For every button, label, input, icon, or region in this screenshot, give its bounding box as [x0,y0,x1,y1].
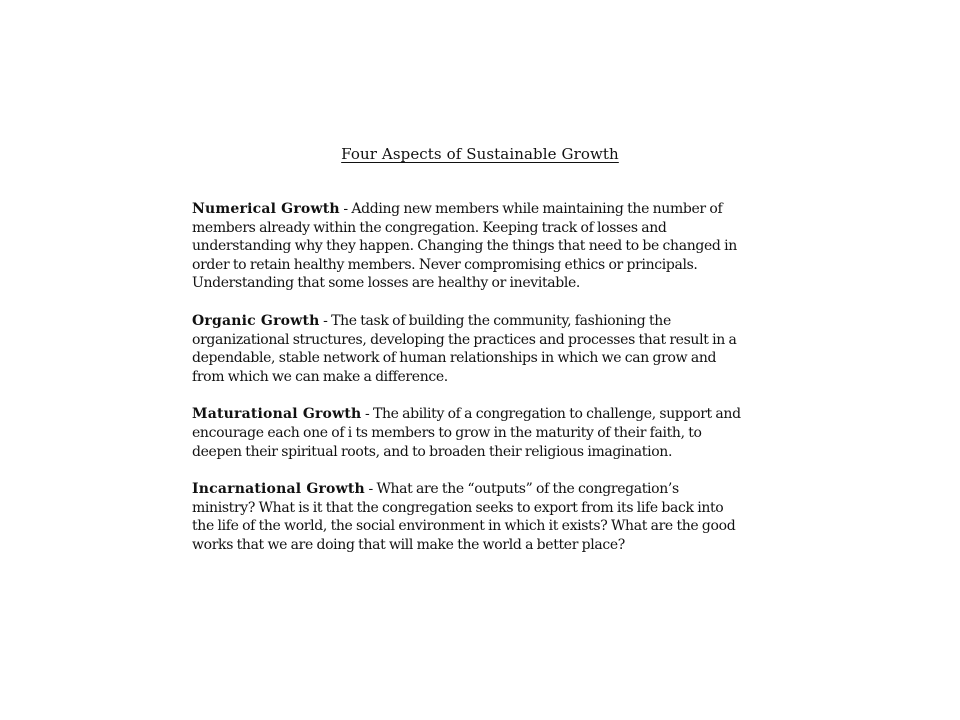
paragraph-line: works that we are doing that will make the world a better place? [192,536,625,553]
paragraph-line [192,480,772,499]
paragraph-line: understanding why they happen. Changing the things that need to be changed in [192,238,737,255]
section-heading: Organic Growth [192,312,320,329]
section-heading: Numerical Growth [192,201,340,217]
paragraph-line: from which we can make a difference. [192,368,448,385]
paragraph-line: the life of the world, the social environment in which it exists? What are the good [192,518,736,535]
document-body [192,200,772,574]
section-incarnational-growth [192,480,772,554]
paragraph-line: Understanding that some losses are healthy or inevitable. [192,275,581,292]
paragraph-line [192,312,772,331]
section-text: - The task of building the community, fashioning the [319,312,671,329]
section-organic-growth [192,312,772,386]
section-maturational-growth [192,405,772,461]
paragraph-line: dependable, stable network of human relationships in which we can grow and [192,350,717,367]
page-title: Four Aspects of Sustainable Growth [341,145,619,163]
section-heading: Maturational Growth [192,406,362,423]
paragraph-line: deepen their spiritual roots, and to broaden their religious imagination. [192,443,673,460]
paragraph-line: members already within the congregation. Keeping track of losses and [192,219,667,236]
section-text: - What are the “outputs” of the congregation’s [364,481,679,498]
section-text: - The ability of a congregation to challenge, support and [361,406,741,423]
section-text: - Adding new members while maintaining the number of [339,201,723,217]
section-heading: Incarnational Growth [192,481,365,498]
section-numerical-growth [192,200,772,293]
paragraph-line [192,200,772,219]
paragraph-line: encourage each one of i ts members to grow in the maturity of their faith, to [192,424,702,441]
paragraph-line: order to retain healthy members. Never compromising ethics or principals. [192,256,698,273]
paragraph-line: ministry? What is it that the congregation seeks to export from its life back into [192,499,724,516]
paragraph-line: organizational structures, developing the practices and processes that result in a [192,331,737,348]
paragraph-line [192,405,772,424]
